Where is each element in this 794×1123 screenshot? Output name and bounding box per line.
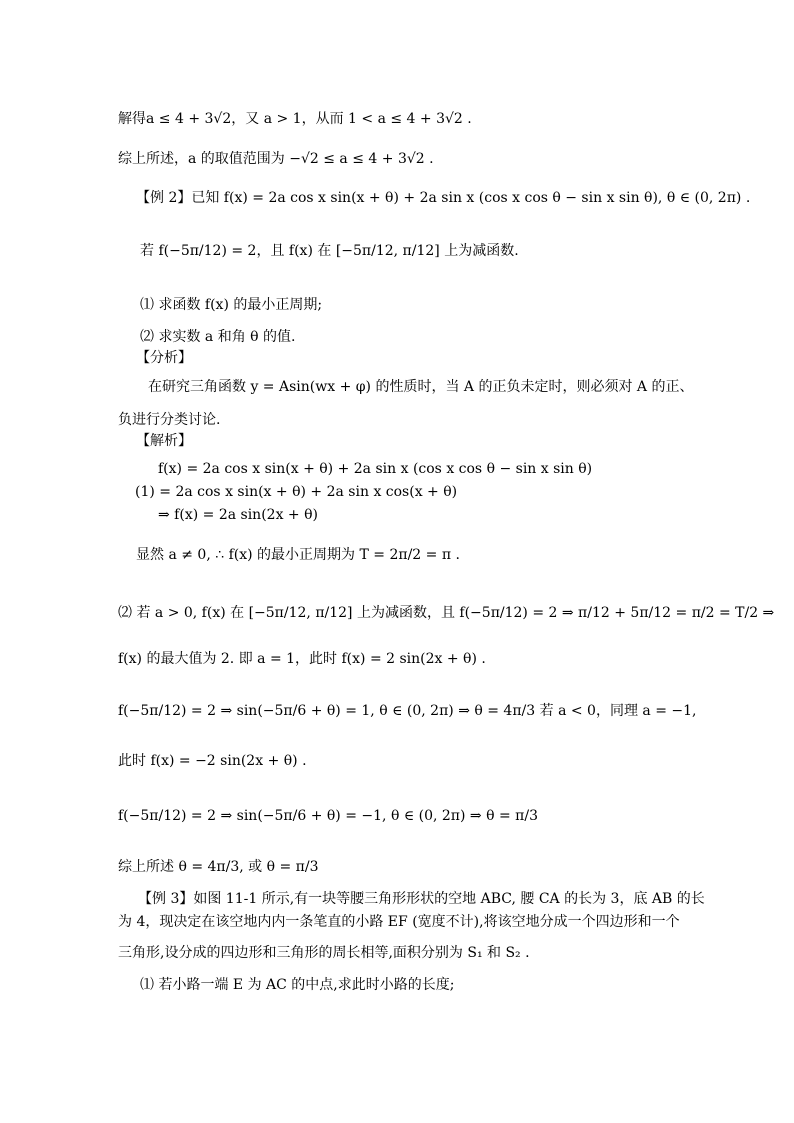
solution-part2-5: f(−5π/12) = 2 ⇒ sin(−5π/6 + θ) = −1, θ ∈ (0, 2π) ⇒ θ = π/3: [118, 808, 538, 824]
text-line-2: 综上所述，a 的取值范围为 −√2 ≤ a ≤ 4 + 3√2 .: [118, 151, 434, 167]
solution-eq-1: f(x) = 2a cos x sin(x + θ) + 2a sin x (cos x cos θ − sin x sin θ): [158, 461, 593, 477]
text-line-4: 若 f(−5π/12) = 2，且 f(x) 在 [−5π/12, π/12] 上为减函数.: [140, 243, 519, 259]
solution-eq-2: (1) = 2a cos x sin(x + θ) + 2a sin x cos(x + θ): [135, 484, 458, 500]
example-3-question-1: ⑴ 若小路一端 E 为 AC 的中点,求此时小路的长度;: [140, 977, 455, 993]
solution-eq-3: ⇒ f(x) = 2a sin(2x + θ): [158, 507, 318, 523]
example-2-header: 【例 2】已知 f(x) = 2a cos x sin(x + θ) + 2a sin x (cos x cos θ − sin x sin θ), θ ∈ (0, 2π) .: [136, 190, 751, 206]
example-3-line-2: 为 4，现决定在该空地内内一条笔直的小路 EF (宽度不计),将该空地分成一个四边形和一个: [118, 914, 680, 930]
solution-part2-2: f(x) 的最大值为 2. 即 a = 1，此时 f(x) = 2 sin(2x + θ) .: [118, 651, 486, 667]
question-1: ⑴ 求函数 f(x) 的最小正周期;: [140, 297, 323, 313]
solution-period: 显然 a ≠ 0, ∴ f(x) 的最小正周期为 T = 2π/2 = π .: [136, 547, 460, 563]
text-line-1: 解得a ≤ 4 + 3√2，又 a > 1，从而 1 < a ≤ 4 + 3√2 .: [118, 111, 472, 127]
solution-conclusion: 综上所述 θ = 4π/3, 或 θ = π/3: [118, 859, 319, 875]
solution-heading: 【解析】: [136, 433, 192, 449]
analysis-line-1: 在研究三角函数 y = Asin(wx + φ) 的性质时，当 A 的正负未定时，则必须对 A 的正、: [148, 379, 694, 395]
solution-part2-3: f(−5π/12) = 2 ⇒ sin(−5π/6 + θ) = 1, θ ∈ (0, 2π) ⇒ θ = 4π/3 若 a < 0，同理 a = −1,: [118, 703, 697, 719]
example-3-line-3: 三角形,设分成的四边形和三角形的周长相等,面积分别为 S₁ 和 S₂ .: [118, 945, 530, 961]
analysis-heading: 【分析】: [136, 350, 192, 366]
analysis-line-2: 负进行分类讨论.: [118, 412, 221, 428]
solution-part2-4: 此时 f(x) = −2 sin(2x + θ) .: [118, 753, 307, 769]
solution-part2-1: ⑵ 若 a > 0, f(x) 在 [−5π/12, π/12] 上为减函数，且 f(−5π/12) = 2 ⇒ π/12 + 5π/12 = π/2 = T/2 ⇒: [118, 605, 775, 621]
example-3-line-1: 【例 3】如图 11-1 所示,有一块等腰三角形形状的空地 ABC, 腰 CA 的长为 3，底 AB 的长: [138, 891, 705, 907]
question-2: ⑵ 求实数 a 和角 θ 的值.: [140, 329, 296, 345]
